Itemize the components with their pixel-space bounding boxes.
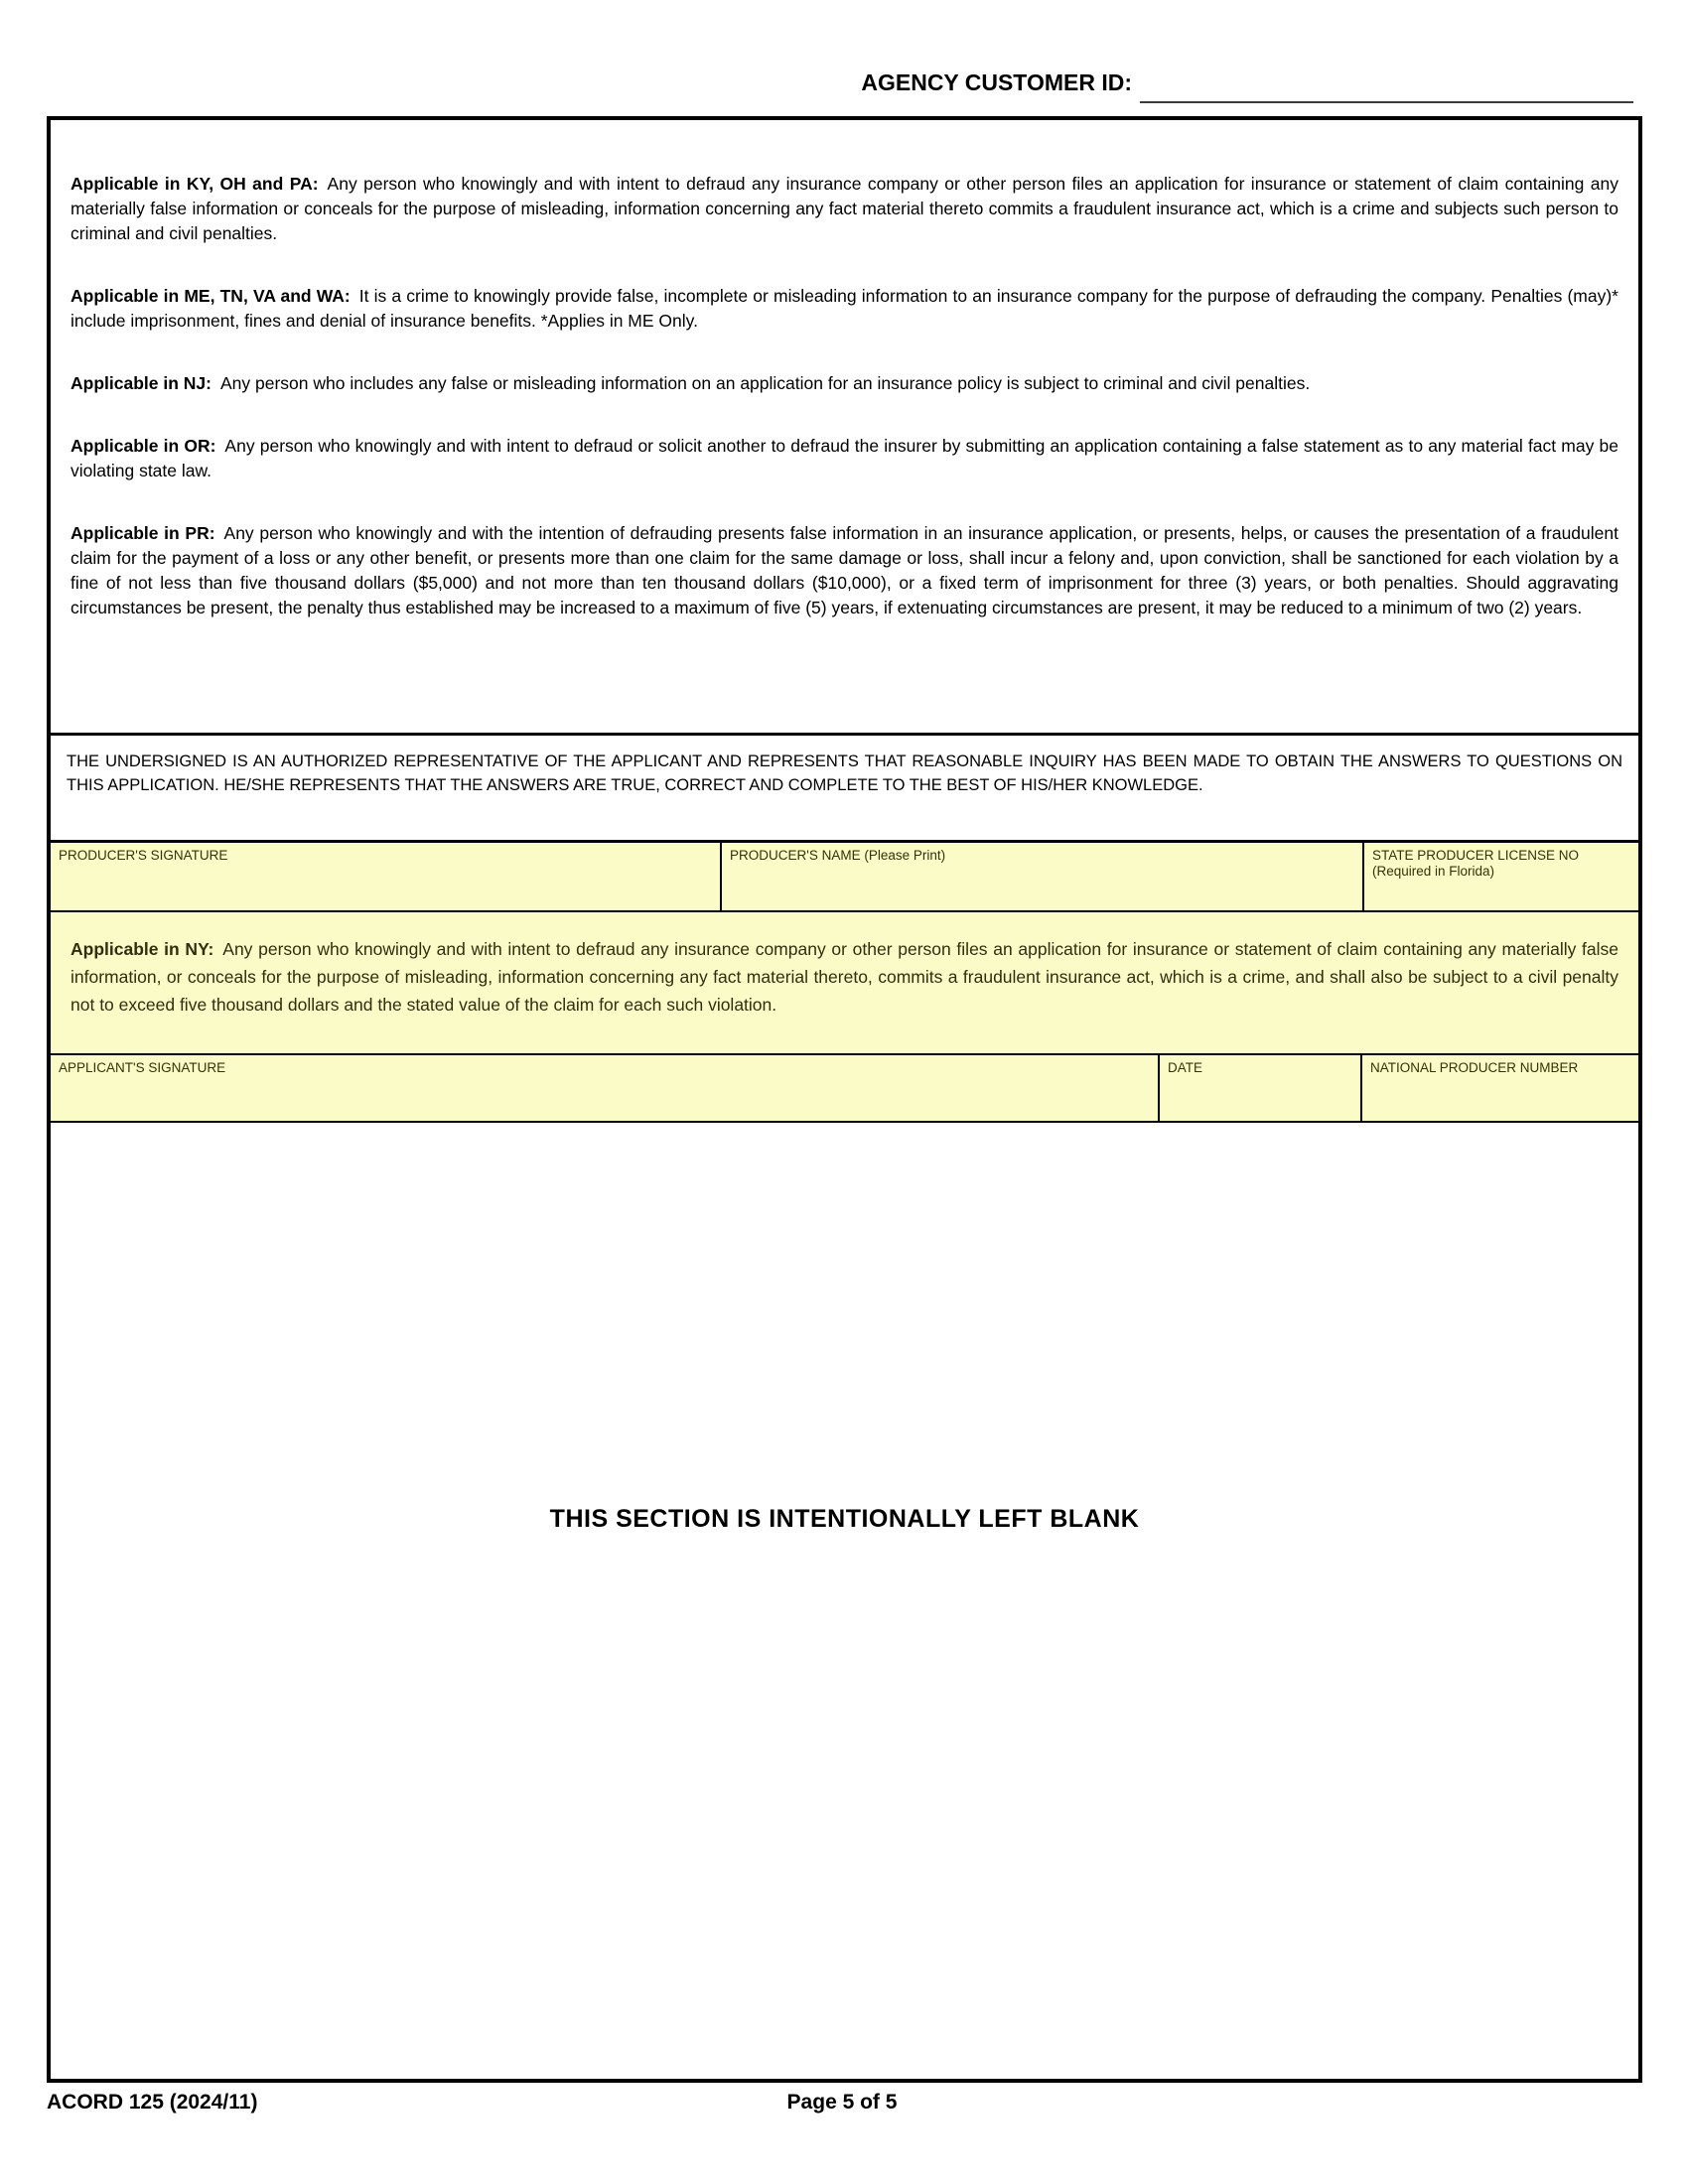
- fraud-statements-section: [51, 120, 1638, 736]
- fraud-statement-text: Any person who knowingly and with intent to defraud any insurance company or other person files an application for insurance or statement of claim containing any materially false information, or conceals for the purpose of misleading, information concerning any fact material thereto, commits a fraudulent insurance act, which is a crime, and shall also be subject to a civil penalty not to exceed five thousand dollars and the stated value of the claim for each such violation.: [70, 939, 1619, 1015]
- fraud-statement-ny-section: [51, 912, 1638, 1055]
- producer-name-field[interactable]: [720, 843, 1362, 910]
- form-body-box: [47, 116, 1642, 2083]
- page-number: Page 5 of 5: [786, 2091, 898, 2114]
- state-producer-license-sublabel: (Required in Florida): [1372, 864, 1495, 879]
- fraud-statement-text: Any person who includes any false or misleading information on an application for an insurance policy is subject to criminal and civil penalties.: [219, 373, 1311, 393]
- state-producer-license-field[interactable]: [1362, 843, 1638, 910]
- fraud-statement-me-tn-va-wa: [70, 284, 1618, 334]
- producer-name-label: PRODUCER'S NAME (Please Print): [730, 848, 946, 863]
- undersigned-statement-section: [51, 736, 1638, 843]
- fraud-statement-ky-oh-pa: [70, 172, 1618, 246]
- fraud-statement-or: [70, 434, 1618, 483]
- date-field[interactable]: [1158, 1055, 1360, 1121]
- fraud-statement-text: Any person who knowingly and with the intention of defrauding presents false information in an insurance application, or presents, helps, or causes the presentation of a fraudulent claim for the payment of a loss or any other benefit, or presents more than one claim for the same damage or loss, shall incur a felony and, upon conviction, shall be sanctioned for each violation by a fine of not less than five thousand dollars ($5,000) and not more than ten thousand dollars ($10,000), or a fixed term of imprisonment for three (3) years, or both penalties. Should aggravating circumstances be present, the penalty thus established may be increased to a maximum of five (5) years, if extenuating circumstances are present, it may be reduced to a minimum of two (2) years.: [70, 523, 1618, 617]
- fraud-statement-nj: [70, 371, 1618, 396]
- fraud-statement-ny: [70, 935, 1618, 1019]
- fraud-statement-text: Any person who knowingly and with intent to defraud or solicit another to defraud the insurer by submitting an application containing a false statement as to any material fact may be violating state law.: [70, 436, 1618, 480]
- fraud-statement-label: Applicable in PR:: [70, 523, 215, 543]
- state-producer-license-label: STATE PRODUCER LICENSE NO: [1372, 848, 1580, 863]
- national-producer-number-label: NATIONAL PRODUCER NUMBER: [1370, 1060, 1579, 1075]
- applicant-signature-field[interactable]: [51, 1055, 1158, 1121]
- producer-signature-field[interactable]: [51, 843, 720, 910]
- applicant-signature-row: [51, 1055, 1638, 1123]
- undersigned-statement-text: THE UNDERSIGNED IS AN AUTHORIZED REPRESENTATIVE OF THE APPLICANT AND REPRESENTS THAT REASONABLE INQUIRY HAS BEEN MADE TO OBTAIN THE ANSWERS TO QUESTIONS ON THIS APPLICATION. HE/SHE REPRESENTS THAT THE ANSWERS ARE TRUE, CORRECT AND COMPLETE TO THE BEST OF HIS/HER KNOWLEDGE.: [67, 752, 1622, 794]
- date-label: DATE: [1168, 1060, 1203, 1075]
- producer-signature-row: [51, 843, 1638, 912]
- fraud-statement-label: Applicable in NY:: [70, 939, 214, 959]
- fraud-statement-label: Applicable in NJ:: [70, 373, 211, 393]
- blank-section: [51, 1123, 1638, 2079]
- national-producer-number-field[interactable]: [1360, 1055, 1638, 1121]
- agency-customer-id-input[interactable]: [1140, 79, 1633, 103]
- fraud-statement-pr: [70, 521, 1618, 620]
- applicant-signature-label: APPLICANT'S SIGNATURE: [59, 1060, 226, 1075]
- blank-section-text: THIS SECTION IS INTENTIONALLY LEFT BLANK: [549, 1505, 1140, 1533]
- fraud-statement-label: Applicable in KY, OH and PA:: [70, 174, 319, 194]
- form-number: ACORD 125 (2024/11): [47, 2091, 258, 2114]
- fraud-statement-text: It is a crime to knowingly provide false, incomplete or misleading information to an insurance company for the purpose of defrauding the company. Penalties (may)* include imprisonment, fines and denial of insurance benefits. *Applies in ME Only.: [70, 286, 1618, 331]
- agency-customer-id-label: AGENCY CUSTOMER ID:: [861, 69, 1132, 95]
- fraud-statement-label: Applicable in ME, TN, VA and WA:: [70, 286, 351, 306]
- fraud-statement-label: Applicable in OR:: [70, 436, 216, 456]
- producer-signature-label: PRODUCER'S SIGNATURE: [59, 848, 228, 863]
- fraud-statement-text: Any person who knowingly and with intent to defraud any insurance company or other person files an application for insurance or statement of claim containing any materially false information or conceals for the purpose of misleading, information concerning any fact material thereto commits a fraudulent insurance act, which is a crime and subjects such person to criminal and civil penalties.: [70, 174, 1618, 243]
